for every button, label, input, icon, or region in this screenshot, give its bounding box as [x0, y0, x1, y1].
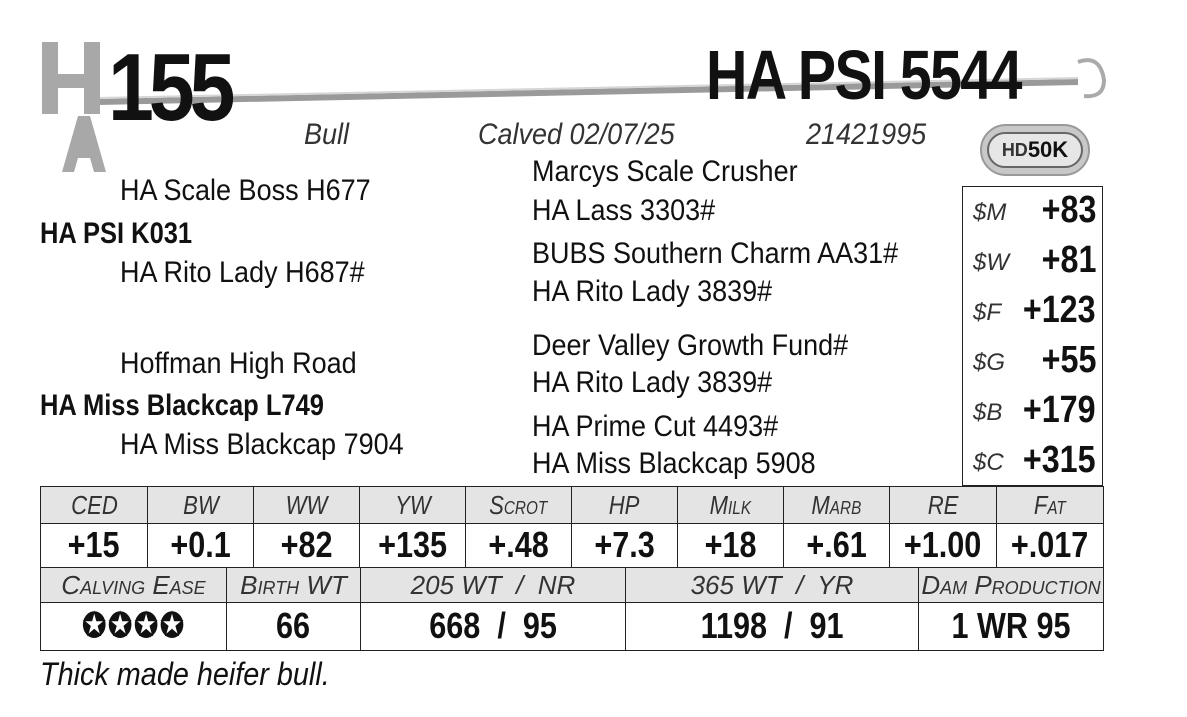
- badge-suffix: 50K: [1027, 137, 1069, 162]
- index-label: $W: [973, 249, 1009, 276]
- epd-header: Marb: [784, 487, 890, 523]
- index-row: [963, 337, 1102, 387]
- index-row: [963, 287, 1102, 337]
- index-label: $G: [973, 349, 1006, 376]
- dam: HA Miss Blackcap L749: [40, 389, 324, 422]
- ggp-8: HA Miss Blackcap 5908: [532, 447, 816, 480]
- index-value: +179: [1023, 389, 1096, 431]
- ggp-7: HA Prime Cut 4493#: [532, 410, 779, 443]
- year-wt-header: 365 WT / YR: [626, 568, 919, 602]
- index-value: +81: [1041, 239, 1096, 281]
- epd-value: +135: [360, 523, 466, 568]
- ggp-6: HA Rito Lady 3839#: [532, 366, 773, 399]
- badge-prefix: HD: [1001, 139, 1028, 160]
- epd-value: +.61: [784, 523, 890, 568]
- index-box: [962, 186, 1103, 486]
- sire: HA PSI K031: [40, 217, 193, 250]
- lot-number: 155: [108, 34, 231, 141]
- birth-wt-value: 66: [227, 602, 361, 650]
- epd-header: WW: [254, 487, 360, 523]
- birth-wt-header: Birth WT: [227, 568, 361, 602]
- index-label: $B: [973, 399, 1003, 426]
- epd-header: YW: [360, 487, 466, 523]
- epd-header: BW: [148, 487, 254, 523]
- epd-header: Fat: [997, 487, 1103, 523]
- epd-value: +7.3: [572, 523, 678, 568]
- epd-table: [40, 486, 1104, 568]
- ggp-4: HA Rito Lady 3839#: [532, 275, 773, 308]
- epd-header: Scrot: [466, 487, 572, 523]
- epd-value: +.48: [466, 523, 572, 568]
- epd-value: +.017: [1011, 524, 1089, 565]
- index-row: [963, 437, 1102, 487]
- epd-header: HP: [572, 487, 678, 523]
- index-value: +315: [1023, 439, 1096, 481]
- epd-value: +15: [41, 523, 148, 568]
- year-wt-value: 1198 / 91: [626, 602, 919, 650]
- index-value: +55: [1041, 339, 1096, 381]
- epd-header: Milk: [678, 487, 784, 523]
- dam-sire: Hoffman High Road: [120, 347, 357, 380]
- sex-label: Bull: [304, 118, 350, 151]
- wean-wt-header: 205 WT / NR: [361, 568, 626, 602]
- ggp-3: BUBS Southern Charm AA31#: [532, 237, 899, 270]
- calving-ease-stars: ✪✪✪✪: [41, 602, 227, 650]
- index-label: $C: [973, 449, 1004, 476]
- index-row: [963, 387, 1102, 437]
- ggp-2: HA Lass 3303#: [532, 194, 716, 227]
- index-label: $F: [973, 299, 1002, 326]
- index-value: +123: [1023, 289, 1096, 331]
- dam-dam: HA Miss Blackcap 7904: [120, 428, 404, 461]
- index-value: +83: [1041, 189, 1096, 231]
- hd50k-badge: [980, 124, 1090, 176]
- index-row: [963, 187, 1102, 237]
- epd-value: +0.1: [148, 523, 254, 568]
- wean-wt-value: 668 / 95: [361, 602, 626, 650]
- animal-name: HA PSI 5544: [706, 36, 1021, 114]
- epd-header: RE: [890, 487, 997, 523]
- epd-header: CED: [41, 487, 148, 523]
- comment-text: Thick made heifer bull.: [40, 656, 330, 692]
- performance-table: [40, 568, 1104, 651]
- sire-sire: HA Scale Boss H677: [120, 174, 371, 207]
- epd-value: +18: [678, 523, 784, 568]
- index-row: [963, 237, 1102, 287]
- dam-production-header: Dam Production: [919, 568, 1103, 602]
- ggp-5: Deer Valley Growth Fund#: [532, 329, 849, 362]
- index-label: $M: [973, 199, 1007, 226]
- epd-value: +1.00: [890, 523, 997, 568]
- epd-value: +82: [254, 523, 360, 568]
- registration-number: 21421995: [806, 118, 927, 151]
- sire-dam: HA Rito Lady H687#: [120, 256, 365, 289]
- dam-production-value: 1 WR 95: [951, 605, 1071, 646]
- calving-ease-header: Calving Ease: [41, 568, 227, 602]
- ggp-1: Marcys Scale Crusher: [532, 155, 798, 188]
- calved-date: Calved 02/07/25: [478, 118, 675, 151]
